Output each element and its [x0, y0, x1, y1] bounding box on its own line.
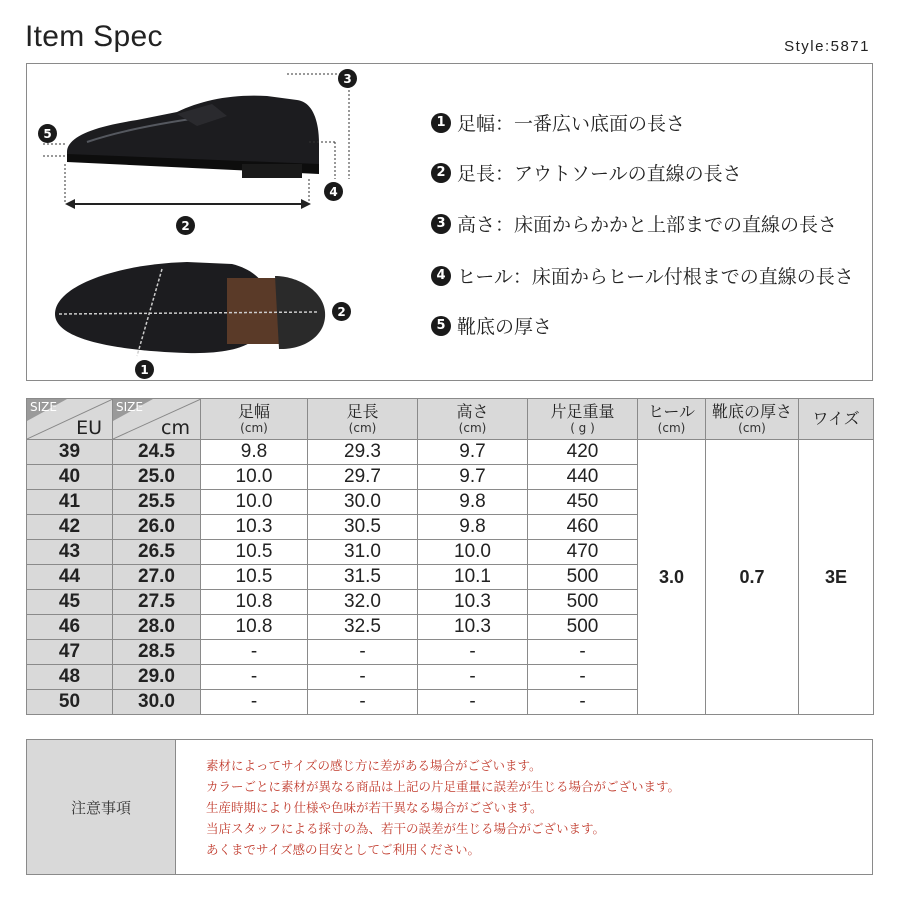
- legend-item-heel: [431, 262, 854, 289]
- legend-item-width: [431, 109, 685, 136]
- size-cell: 47: [27, 640, 113, 665]
- table-cell: -: [528, 665, 638, 690]
- shoe-sole-view: [55, 262, 325, 353]
- table-cell: 10.0: [201, 490, 308, 515]
- spec-diagram-panel: [26, 63, 873, 381]
- table-cell: 29.7: [308, 465, 418, 490]
- table-cell: -: [418, 665, 528, 690]
- size-cell: 50: [27, 690, 113, 715]
- marker-5: 5: [38, 124, 57, 143]
- table-cell: 10.8: [201, 615, 308, 640]
- header-eu-size: [27, 399, 113, 440]
- table-cell: 10.0: [418, 540, 528, 565]
- header-length: 足長 (cm): [308, 399, 418, 440]
- table-cell: 10.5: [201, 540, 308, 565]
- table-cell: 10.3: [201, 515, 308, 540]
- header-wise: ワイズ: [799, 399, 874, 440]
- size-cell: 28.5: [113, 640, 201, 665]
- size-table: [26, 398, 874, 715]
- legend-text: ヒール：床面からヒール付根までの直線の長さ: [457, 266, 854, 288]
- table-cell: -: [418, 690, 528, 715]
- table-cell: 450: [528, 490, 638, 515]
- note-line: 生産時期により仕様や色味が若干異なる場合がございます。: [206, 800, 543, 815]
- table-cell: 440: [528, 465, 638, 490]
- size-cell: 29.0: [113, 665, 201, 690]
- header-weight: 片足重量 ( g ): [528, 399, 638, 440]
- size-cell: 46: [27, 615, 113, 640]
- table-row: [27, 440, 874, 465]
- table-cell: 31.5: [308, 565, 418, 590]
- notes-list: [176, 740, 872, 874]
- size-cell: 27.0: [113, 565, 201, 590]
- table-cell: 9.8: [418, 490, 528, 515]
- table-cell: -: [201, 690, 308, 715]
- size-cell: 42: [27, 515, 113, 540]
- cm-unit-label: cm: [161, 417, 190, 439]
- legend-item-length: [431, 159, 742, 186]
- table-cell: 500: [528, 590, 638, 615]
- legend-text: 足長：アウトソールの直線の長さ: [457, 163, 742, 185]
- marker-1-sole: 1: [135, 360, 154, 379]
- legend-number-icon: 3: [431, 214, 451, 234]
- size-label: SIZE: [116, 400, 143, 414]
- table-cell: -: [418, 640, 528, 665]
- size-cell: 39: [27, 440, 113, 465]
- header-width: 足幅 (cm): [201, 399, 308, 440]
- size-cell: 25.0: [113, 465, 201, 490]
- header-sole: 靴底の厚さ (cm): [706, 399, 799, 440]
- notes-label: 注意事項: [27, 740, 176, 874]
- marker-2-side: 2: [176, 216, 195, 235]
- size-cell: 24.5: [113, 440, 201, 465]
- table-cell: 500: [528, 615, 638, 640]
- size-cell: 26.5: [113, 540, 201, 565]
- table-cell: 9.7: [418, 465, 528, 490]
- table-cell: 10.8: [201, 590, 308, 615]
- table-cell: -: [308, 640, 418, 665]
- size-cell: 48: [27, 665, 113, 690]
- table-cell: 420: [528, 440, 638, 465]
- legend-number-icon: 2: [431, 163, 451, 183]
- legend-item-height: [431, 210, 837, 237]
- legend-text: 足幅：一番広い底面の長さ: [457, 113, 686, 135]
- size-cell: 45: [27, 590, 113, 615]
- heel-value: 3.0: [638, 440, 706, 715]
- table-cell: -: [528, 640, 638, 665]
- style-code: Style:5871: [784, 38, 870, 55]
- table-cell: -: [528, 690, 638, 715]
- legend-number-icon: 4: [431, 266, 451, 286]
- legend-number-icon: 5: [431, 316, 451, 336]
- marker-3: 3: [338, 69, 357, 88]
- table-cell: -: [308, 665, 418, 690]
- size-cell: 43: [27, 540, 113, 565]
- table-cell: 10.3: [418, 615, 528, 640]
- table-cell: 10.3: [418, 590, 528, 615]
- note-line: 素材によってサイズの感じ方に差がある場合がございます。: [206, 758, 542, 773]
- size-cell: 41: [27, 490, 113, 515]
- size-cell: 40: [27, 465, 113, 490]
- table-cell: -: [308, 690, 418, 715]
- size-label: SIZE: [30, 400, 57, 414]
- table-cell: 9.7: [418, 440, 528, 465]
- marker-2-sole: 2: [332, 302, 351, 321]
- legend-number-icon: 1: [431, 113, 451, 133]
- table-cell: 500: [528, 565, 638, 590]
- legend-text: 靴底の厚さ: [457, 316, 553, 338]
- table-cell: 32.0: [308, 590, 418, 615]
- table-cell: 470: [528, 540, 638, 565]
- table-cell: 31.0: [308, 540, 418, 565]
- header-cm-size: [113, 399, 201, 440]
- size-cell: 30.0: [113, 690, 201, 715]
- size-cell: 25.5: [113, 490, 201, 515]
- table-cell: 10.5: [201, 565, 308, 590]
- size-cell: 26.0: [113, 515, 201, 540]
- table-cell: 29.3: [308, 440, 418, 465]
- table-cell: 460: [528, 515, 638, 540]
- notes-box: [26, 739, 873, 875]
- wise-value: 3E: [799, 440, 874, 715]
- table-cell: 9.8: [201, 440, 308, 465]
- note-line: 当店スタッフによる採寸の為、若干の誤差が生じる場合がございます。: [206, 821, 606, 836]
- table-cell: -: [201, 665, 308, 690]
- marker-4: 4: [324, 182, 343, 201]
- table-cell: 10.1: [418, 565, 528, 590]
- page-title: Item Spec: [25, 20, 163, 53]
- sole-value: 0.7: [706, 440, 799, 715]
- eu-unit-label: EU: [76, 417, 102, 439]
- header-height: 高さ (cm): [418, 399, 528, 440]
- header-heel: ヒール (cm): [638, 399, 706, 440]
- size-cell: 28.0: [113, 615, 201, 640]
- table-cell: 30.0: [308, 490, 418, 515]
- shoe-side-view: [67, 96, 319, 178]
- size-cell: 27.5: [113, 590, 201, 615]
- table-cell: 30.5: [308, 515, 418, 540]
- table-cell: -: [201, 640, 308, 665]
- table-cell: 32.5: [308, 615, 418, 640]
- note-line: カラーごとに素材が異なる商品は上記の片足重量に誤差が生じる場合がございます。: [206, 779, 681, 794]
- legend-text: 高さ：床面からかかと上部までの直線の長さ: [457, 214, 838, 236]
- size-cell: 44: [27, 565, 113, 590]
- note-line: あくまでサイズ感の目安としてご利用ください。: [206, 842, 481, 857]
- legend-item-sole: [431, 312, 552, 339]
- table-cell: 10.0: [201, 465, 308, 490]
- table-cell: 9.8: [418, 515, 528, 540]
